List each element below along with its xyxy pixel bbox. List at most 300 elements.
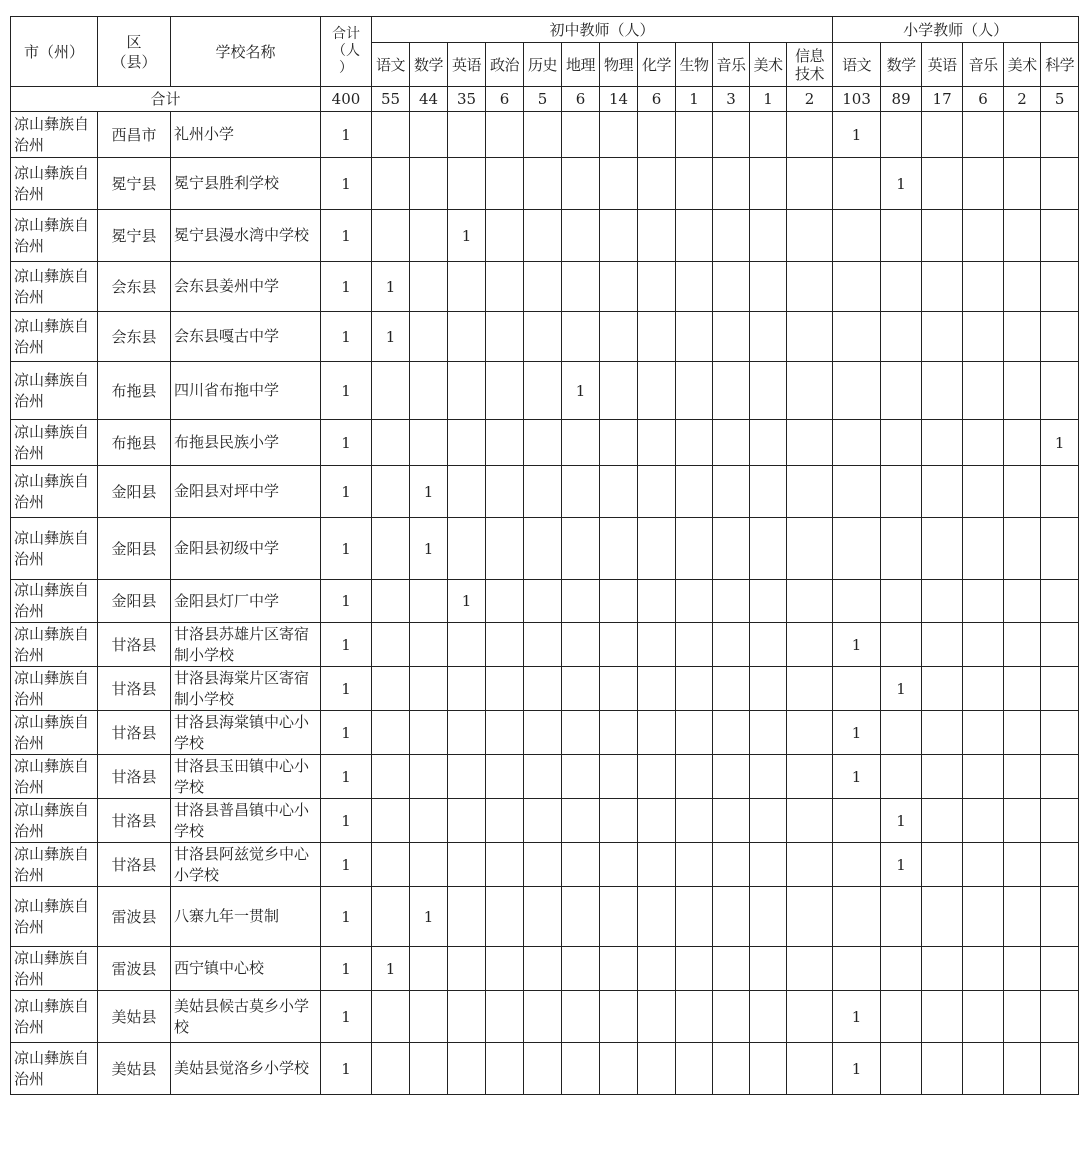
cell-middle-count: 1 xyxy=(372,947,410,991)
cell-total: 1 xyxy=(321,991,372,1043)
cell-primary-count xyxy=(922,210,963,262)
cell-middle-count xyxy=(562,420,600,466)
cell-district: 甘洛县 xyxy=(98,711,171,755)
header-district: 区 （县） xyxy=(98,17,171,87)
cell-middle-count xyxy=(448,362,486,420)
cell-middle-count xyxy=(750,623,787,667)
cell-primary-count xyxy=(881,947,922,991)
cell-middle-count: 1 xyxy=(410,518,448,580)
cell-primary-count xyxy=(881,755,922,799)
table-row xyxy=(11,112,1079,158)
cell-city: 凉山彝族自治州 xyxy=(11,158,98,210)
cell-city: 凉山彝族自治州 xyxy=(11,1043,98,1095)
cell-primary-count xyxy=(963,112,1004,158)
cell-middle-count: 1 xyxy=(448,210,486,262)
cell-city: 凉山彝族自治州 xyxy=(11,420,98,466)
cell-middle-count xyxy=(562,887,600,947)
cell-middle-count xyxy=(486,1043,524,1095)
cell-middle-count xyxy=(750,667,787,711)
cell-middle-count xyxy=(372,210,410,262)
cell-middle-count xyxy=(787,623,833,667)
cell-middle-count: 1 xyxy=(410,887,448,947)
table-row xyxy=(11,887,1079,947)
cell-primary-count: 1 xyxy=(833,1043,881,1095)
cell-district: 冕宁县 xyxy=(98,210,171,262)
cell-middle-count xyxy=(486,518,524,580)
cell-middle-count xyxy=(410,947,448,991)
table-row xyxy=(11,580,1079,623)
table-row xyxy=(11,1043,1079,1095)
header-middle-subject: 美术 xyxy=(750,43,787,87)
cell-middle-count xyxy=(638,210,676,262)
summary-row xyxy=(11,87,1079,112)
cell-middle-count xyxy=(787,991,833,1043)
cell-primary-count xyxy=(1041,991,1079,1043)
cell-middle-count xyxy=(524,623,562,667)
table-row xyxy=(11,158,1079,210)
summary-middle-count: 6 xyxy=(562,87,600,112)
cell-middle-count xyxy=(638,518,676,580)
cell-city: 凉山彝族自治州 xyxy=(11,518,98,580)
cell-middle-count xyxy=(486,158,524,210)
cell-middle-count xyxy=(750,1043,787,1095)
cell-middle-count xyxy=(524,711,562,755)
cell-middle-count xyxy=(448,991,486,1043)
cell-middle-count xyxy=(448,799,486,843)
cell-middle-count xyxy=(372,580,410,623)
cell-middle-count xyxy=(638,580,676,623)
cell-primary-count xyxy=(1041,755,1079,799)
cell-middle-count xyxy=(372,1043,410,1095)
cell-middle-count xyxy=(750,312,787,362)
cell-middle-count xyxy=(486,262,524,312)
cell-primary-count xyxy=(922,362,963,420)
cell-primary-count xyxy=(881,580,922,623)
cell-primary-count xyxy=(1004,420,1041,466)
cell-middle-count xyxy=(562,466,600,518)
cell-middle-count xyxy=(787,158,833,210)
cell-middle-count xyxy=(750,362,787,420)
cell-district: 金阳县 xyxy=(98,518,171,580)
cell-middle-count xyxy=(562,112,600,158)
cell-primary-count xyxy=(881,420,922,466)
cell-total: 1 xyxy=(321,580,372,623)
cell-middle-count xyxy=(562,210,600,262)
cell-middle-count xyxy=(600,262,638,312)
summary-middle-count: 6 xyxy=(486,87,524,112)
cell-primary-count xyxy=(1004,887,1041,947)
cell-city: 凉山彝族自治州 xyxy=(11,667,98,711)
cell-primary-count xyxy=(963,420,1004,466)
cell-middle-count xyxy=(524,466,562,518)
cell-middle-count xyxy=(600,112,638,158)
cell-middle-count xyxy=(676,466,713,518)
cell-primary-count xyxy=(1041,887,1079,947)
cell-total: 1 xyxy=(321,623,372,667)
cell-primary-count xyxy=(963,887,1004,947)
cell-middle-count xyxy=(713,623,750,667)
cell-primary-count xyxy=(1004,312,1041,362)
cell-primary-count xyxy=(1041,466,1079,518)
cell-middle-count xyxy=(486,580,524,623)
cell-middle-count: 1 xyxy=(410,466,448,518)
cell-primary-count xyxy=(833,799,881,843)
cell-total: 1 xyxy=(321,112,372,158)
cell-middle-count xyxy=(448,843,486,887)
cell-primary-count xyxy=(1041,112,1079,158)
cell-total: 1 xyxy=(321,887,372,947)
cell-middle-count xyxy=(524,580,562,623)
cell-middle-count xyxy=(638,466,676,518)
cell-middle-count xyxy=(787,466,833,518)
cell-primary-count xyxy=(922,466,963,518)
cell-middle-count xyxy=(448,262,486,312)
cell-middle-count xyxy=(638,420,676,466)
cell-district: 甘洛县 xyxy=(98,799,171,843)
cell-middle-count xyxy=(750,262,787,312)
cell-district: 会东县 xyxy=(98,312,171,362)
cell-middle-count xyxy=(713,1043,750,1095)
cell-district: 美姑县 xyxy=(98,991,171,1043)
cell-primary-count xyxy=(881,210,922,262)
cell-primary-count xyxy=(881,112,922,158)
cell-city: 凉山彝族自治州 xyxy=(11,580,98,623)
cell-middle-count xyxy=(372,466,410,518)
header-middle-subject: 物理 xyxy=(600,43,638,87)
cell-middle-count xyxy=(448,112,486,158)
cell-middle-count xyxy=(713,112,750,158)
cell-middle-count xyxy=(638,158,676,210)
table-row xyxy=(11,312,1079,362)
cell-middle-count xyxy=(448,158,486,210)
cell-primary-count: 1 xyxy=(833,623,881,667)
cell-primary-count xyxy=(922,1043,963,1095)
cell-primary-count xyxy=(1004,112,1041,158)
cell-middle-count xyxy=(676,112,713,158)
cell-primary-count xyxy=(833,262,881,312)
summary-middle-count: 1 xyxy=(750,87,787,112)
summary-primary-count: 6 xyxy=(963,87,1004,112)
cell-total: 1 xyxy=(321,947,372,991)
cell-middle-count xyxy=(713,991,750,1043)
cell-total: 1 xyxy=(321,711,372,755)
header-primary-subject: 音乐 xyxy=(963,43,1004,87)
table-row xyxy=(11,991,1079,1043)
cell-district: 甘洛县 xyxy=(98,755,171,799)
cell-primary-count xyxy=(963,1043,1004,1095)
cell-middle-count xyxy=(713,799,750,843)
cell-school: 甘洛县普昌镇中心小学校 xyxy=(171,799,321,843)
header-middle-subject: 化学 xyxy=(638,43,676,87)
cell-city: 凉山彝族自治州 xyxy=(11,262,98,312)
cell-primary-count xyxy=(833,466,881,518)
cell-middle-count xyxy=(562,755,600,799)
cell-middle-count xyxy=(524,887,562,947)
cell-middle-count xyxy=(524,947,562,991)
cell-primary-count xyxy=(881,1043,922,1095)
cell-city: 凉山彝族自治州 xyxy=(11,755,98,799)
cell-middle-count: 1 xyxy=(448,580,486,623)
cell-school: 冕宁县漫水湾中学校 xyxy=(171,210,321,262)
cell-primary-count xyxy=(963,362,1004,420)
cell-primary-count xyxy=(833,843,881,887)
cell-middle-count xyxy=(750,799,787,843)
cell-middle-count xyxy=(562,158,600,210)
cell-primary-count: 1 xyxy=(833,711,881,755)
cell-primary-count xyxy=(963,466,1004,518)
cell-district: 美姑县 xyxy=(98,1043,171,1095)
cell-total: 1 xyxy=(321,518,372,580)
cell-primary-count xyxy=(833,518,881,580)
cell-school: 甘洛县阿兹觉乡中心小学校 xyxy=(171,843,321,887)
cell-city: 凉山彝族自治州 xyxy=(11,466,98,518)
header-middle-subject: 英语 xyxy=(448,43,486,87)
cell-primary-count xyxy=(881,312,922,362)
cell-middle-count xyxy=(750,843,787,887)
cell-middle-count xyxy=(713,843,750,887)
header-row-groups xyxy=(11,17,1079,43)
cell-primary-count xyxy=(922,262,963,312)
cell-middle-count xyxy=(600,466,638,518)
cell-middle-count xyxy=(600,991,638,1043)
cell-middle-count xyxy=(448,887,486,947)
cell-middle-count xyxy=(638,947,676,991)
header-primary-subject: 科学 xyxy=(1041,43,1079,87)
cell-middle-count xyxy=(787,667,833,711)
cell-middle-count xyxy=(638,262,676,312)
cell-middle-count xyxy=(750,158,787,210)
header-middle-subject: 数学 xyxy=(410,43,448,87)
cell-middle-count xyxy=(486,466,524,518)
cell-primary-count xyxy=(963,711,1004,755)
cell-middle-count xyxy=(638,312,676,362)
header-school: 学校名称 xyxy=(171,17,321,87)
cell-total: 1 xyxy=(321,362,372,420)
header-primary-subject: 数学 xyxy=(881,43,922,87)
cell-middle-count xyxy=(448,518,486,580)
cell-primary-count xyxy=(833,420,881,466)
cell-middle-count xyxy=(562,262,600,312)
cell-middle-count xyxy=(524,799,562,843)
cell-total: 1 xyxy=(321,843,372,887)
summary-primary-count: 17 xyxy=(922,87,963,112)
cell-total: 1 xyxy=(321,1043,372,1095)
cell-middle-count xyxy=(562,1043,600,1095)
cell-primary-count xyxy=(922,112,963,158)
cell-primary-count xyxy=(963,623,1004,667)
cell-primary-count xyxy=(922,667,963,711)
cell-total: 1 xyxy=(321,799,372,843)
header-middle-subject: 音乐 xyxy=(713,43,750,87)
cell-middle-count xyxy=(372,420,410,466)
cell-middle-count xyxy=(713,362,750,420)
cell-district: 甘洛县 xyxy=(98,667,171,711)
summary-middle-count: 2 xyxy=(787,87,833,112)
cell-primary-count xyxy=(1041,799,1079,843)
cell-middle-count xyxy=(787,362,833,420)
cell-primary-count xyxy=(881,518,922,580)
cell-district: 会东县 xyxy=(98,262,171,312)
cell-middle-count xyxy=(676,947,713,991)
cell-total: 1 xyxy=(321,466,372,518)
cell-total: 1 xyxy=(321,158,372,210)
cell-middle-count xyxy=(638,711,676,755)
cell-middle-count xyxy=(486,843,524,887)
cell-city: 凉山彝族自治州 xyxy=(11,210,98,262)
cell-middle-count xyxy=(638,667,676,711)
cell-primary-count xyxy=(833,210,881,262)
cell-primary-count xyxy=(881,711,922,755)
cell-middle-count xyxy=(372,711,410,755)
cell-middle-count xyxy=(372,667,410,711)
cell-middle-count xyxy=(562,711,600,755)
cell-middle-count xyxy=(676,755,713,799)
cell-middle-count xyxy=(750,210,787,262)
cell-middle-count xyxy=(787,947,833,991)
cell-middle-count xyxy=(676,210,713,262)
cell-primary-count xyxy=(1004,158,1041,210)
table-row xyxy=(11,843,1079,887)
cell-middle-count xyxy=(787,210,833,262)
cell-total: 1 xyxy=(321,755,372,799)
cell-district: 雷波县 xyxy=(98,887,171,947)
cell-primary-count: 1 xyxy=(833,991,881,1043)
cell-primary-count xyxy=(881,623,922,667)
cell-middle-count xyxy=(638,843,676,887)
cell-primary-count xyxy=(922,580,963,623)
cell-middle-count xyxy=(448,755,486,799)
cell-middle-count xyxy=(524,843,562,887)
cell-middle-count xyxy=(410,362,448,420)
cell-middle-count xyxy=(410,799,448,843)
cell-middle-count xyxy=(524,312,562,362)
table-row xyxy=(11,711,1079,755)
cell-middle-count xyxy=(410,112,448,158)
cell-middle-count xyxy=(372,362,410,420)
cell-city: 凉山彝族自治州 xyxy=(11,991,98,1043)
cell-primary-count xyxy=(1004,210,1041,262)
cell-middle-count xyxy=(448,711,486,755)
cell-middle-count xyxy=(600,580,638,623)
cell-middle-count xyxy=(600,518,638,580)
cell-primary-count xyxy=(833,667,881,711)
cell-district: 布拖县 xyxy=(98,420,171,466)
cell-primary-count: 1 xyxy=(881,667,922,711)
cell-total: 1 xyxy=(321,262,372,312)
cell-primary-count xyxy=(1004,843,1041,887)
cell-primary-count xyxy=(833,947,881,991)
cell-middle-count xyxy=(600,843,638,887)
cell-primary-count xyxy=(1041,158,1079,210)
cell-total: 1 xyxy=(321,312,372,362)
table-row xyxy=(11,466,1079,518)
cell-primary-count xyxy=(963,518,1004,580)
cell-middle-count xyxy=(750,466,787,518)
cell-middle-count xyxy=(524,1043,562,1095)
cell-primary-count xyxy=(1041,843,1079,887)
cell-primary-count xyxy=(1041,580,1079,623)
cell-primary-count xyxy=(833,362,881,420)
cell-city: 凉山彝族自治州 xyxy=(11,312,98,362)
header-primary-subject: 语文 xyxy=(833,43,881,87)
cell-middle-count xyxy=(713,580,750,623)
cell-middle-count xyxy=(600,947,638,991)
cell-primary-count xyxy=(881,466,922,518)
cell-middle-count xyxy=(562,947,600,991)
cell-middle-count xyxy=(562,580,600,623)
cell-primary-count xyxy=(1004,1043,1041,1095)
table-row xyxy=(11,623,1079,667)
cell-primary-count: 1 xyxy=(881,158,922,210)
cell-primary-count xyxy=(922,843,963,887)
cell-middle-count xyxy=(486,420,524,466)
cell-middle-count xyxy=(372,991,410,1043)
summary-primary-count: 2 xyxy=(1004,87,1041,112)
cell-middle-count xyxy=(562,312,600,362)
cell-middle-count xyxy=(787,112,833,158)
cell-school: 八寨九年一贯制 xyxy=(171,887,321,947)
table-row xyxy=(11,755,1079,799)
cell-middle-count xyxy=(600,667,638,711)
cell-middle-count xyxy=(787,887,833,947)
summary-label: 合计 xyxy=(11,87,321,112)
header-middle-subject: 政治 xyxy=(486,43,524,87)
cell-school: 会东县嘎古中学 xyxy=(171,312,321,362)
cell-district: 金阳县 xyxy=(98,580,171,623)
cell-middle-count xyxy=(600,158,638,210)
cell-primary-count xyxy=(1004,991,1041,1043)
cell-middle-count xyxy=(410,623,448,667)
cell-middle-count xyxy=(638,755,676,799)
cell-middle-count xyxy=(787,262,833,312)
cell-middle-count xyxy=(372,518,410,580)
summary-middle-count: 44 xyxy=(410,87,448,112)
cell-primary-count: 1 xyxy=(833,755,881,799)
cell-middle-count xyxy=(676,991,713,1043)
summary-middle-count: 55 xyxy=(372,87,410,112)
cell-primary-count: 1 xyxy=(881,843,922,887)
cell-primary-count xyxy=(1004,518,1041,580)
cell-middle-count xyxy=(524,420,562,466)
cell-primary-count xyxy=(963,580,1004,623)
cell-middle-count xyxy=(787,580,833,623)
cell-middle-count xyxy=(600,623,638,667)
cell-middle-count: 1 xyxy=(372,262,410,312)
cell-middle-count xyxy=(713,755,750,799)
cell-primary-count xyxy=(922,623,963,667)
cell-primary-count xyxy=(1004,947,1041,991)
cell-city: 凉山彝族自治州 xyxy=(11,623,98,667)
cell-primary-count xyxy=(963,158,1004,210)
table-row xyxy=(11,262,1079,312)
cell-middle-count xyxy=(372,112,410,158)
cell-school: 金阳县灯厂中学 xyxy=(171,580,321,623)
cell-total: 1 xyxy=(321,210,372,262)
summary-middle-count: 14 xyxy=(600,87,638,112)
cell-middle-count xyxy=(750,518,787,580)
summary-middle-count: 35 xyxy=(448,87,486,112)
cell-primary-count xyxy=(833,887,881,947)
cell-middle-count xyxy=(562,799,600,843)
header-middle-subject: 历史 xyxy=(524,43,562,87)
cell-middle-count xyxy=(750,991,787,1043)
cell-middle-count xyxy=(787,312,833,362)
cell-primary-count xyxy=(1004,623,1041,667)
cell-school: 西宁镇中心校 xyxy=(171,947,321,991)
cell-school: 甘洛县海棠片区寄宿制小学校 xyxy=(171,667,321,711)
cell-middle-count xyxy=(638,991,676,1043)
cell-middle-count xyxy=(713,667,750,711)
